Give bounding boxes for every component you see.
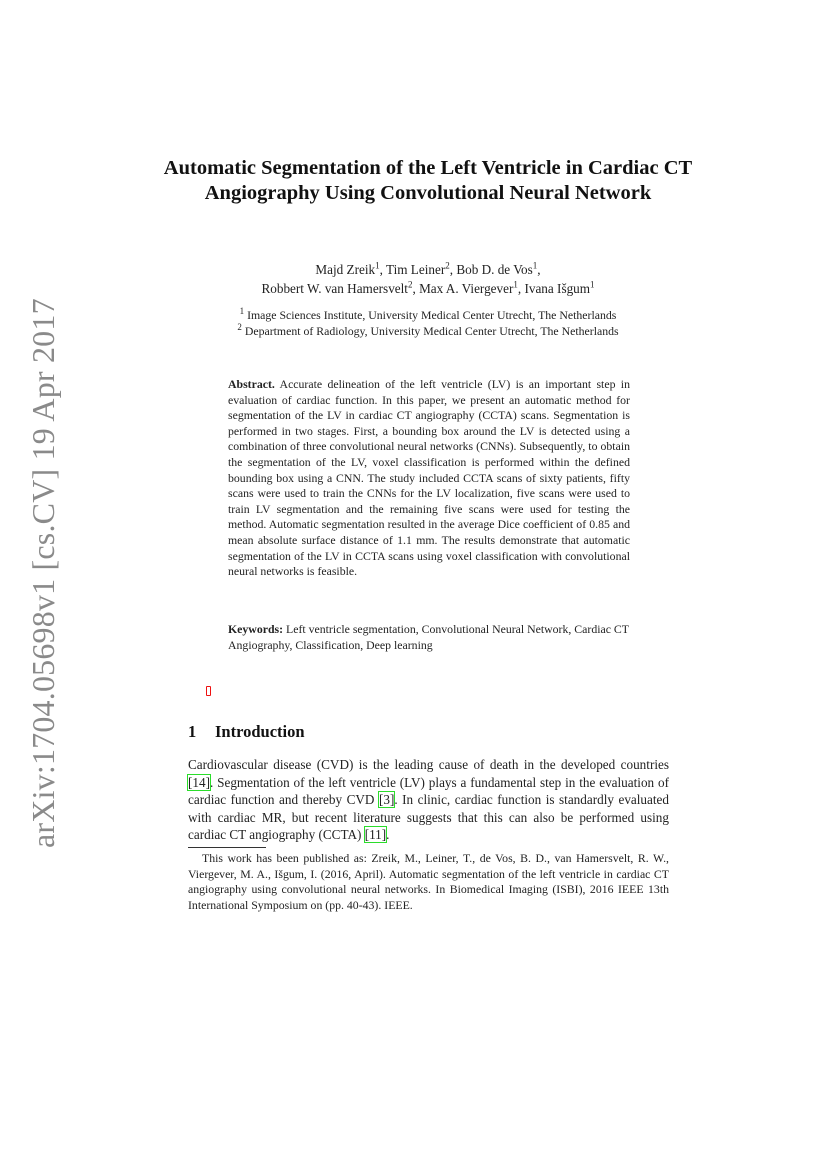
intro-paragraph [188,756,669,844]
intro-text: . [386,827,390,843]
intro-text: . In clinic, cardiac function is standardly evaluated with cardiac MR, but recent literature suggests that this can also be performed using cardiac CT angiography (CCTA) [188,792,669,843]
author-affil-mark: 1 [532,260,538,271]
paper-title: Automatic Segmentation of the Left Ventricle in Cardiac CT Angiography Using Convolutional Neural Network [163,157,693,204]
author-list [150,260,706,298]
affiliation-number: 2 [237,322,242,333]
author-separator: , [449,262,457,277]
citation-link[interactable]: [14] [188,774,210,790]
abstract [228,377,630,580]
author-affil-mark: 1 [590,279,595,290]
affiliation-number: 1 [239,306,245,317]
author-affil-mark: 1 [513,279,518,290]
footnote-rule [188,847,266,848]
section-heading [188,722,305,742]
keywords-text: Left ventricle segmentation, Convolutional Neural Network, Cardiac CT Angiography, Classification, Deep learning [228,622,629,652]
author-affil-mark: 1 [375,260,380,271]
abstract-label: Abstract. [228,377,275,391]
author-line-2 [150,279,706,298]
keywords-label: Keywords: [228,622,284,636]
author-name: Max A. Viergever [419,281,514,296]
author-separator: , [412,281,420,296]
author-affil-mark: 2 [407,279,413,290]
author-name: Majd Zreik [315,262,376,277]
footnote: This work has been published as: Zreik, M., Leiner, T., de Vos, B. D., van Hamersvelt, R. W., Viergever, M. A., Išgum, I. (2016, April). Automatic segmentation of the left ventricle in cardiac CT angiography using convolutional neural networks. In Biomedical Imaging (ISBI), 2016 IEEE 13th International Symposium on (pp. 40-43). IEEE. [188,851,669,912]
section-title: Introduction [215,722,305,741]
abstract-text: Accurate delineation of the left ventricle (LV) is an important step in evaluation of cardiac function. In this paper, we present an automatic method for segmentation of the LV in cardiac CT angiography (CCTA) scans. Segmentation is performed in two stages. First, a bounding box around the LV is detected using a combination of three convolutional neural networks (CNNs). Subsequently, to obtain the segmentation of the LV, voxel classification is performed within the defined bounding box using a CNN. The study included CCTA scans of sixty patients, fifty scans were used to train the CNNs for the LV localization, five scans were used to train LV segmentation and the remaining five scans were used for testing the method. Automatic segmentation resulted in the average Dice coefficient of 0.85 and mean absolute surface distance of 1.1 mm. The results demonstrate that automatic segmentation of the LV in CCTA scans using voxel classification with convolutional neural networks is feasible. [228,377,630,579]
author-name: Tim Leiner [385,262,446,277]
intro-text: . Segmentation of the left ventricle (LV) plays a fundamental step in the evaluation of cardiac function and thereby CVD [188,774,669,808]
author-separator: , [517,281,525,296]
affiliations [150,307,706,339]
affiliation-text: Image Sciences Institute, University Medical Center Utrecht, The Netherlands [247,308,617,322]
affiliation [150,323,706,339]
author-separator: , [379,262,386,277]
author-separator: , [537,262,541,277]
annotation-marker[interactable] [206,686,211,696]
author-name: Ivana Išgum [524,281,591,296]
arxiv-side-stamp: arXiv:1704.05698v1 [cs.CV] 19 Apr 2017 [25,298,61,848]
author-affil-mark: 2 [445,260,450,271]
author-name: Bob D. de Vos [456,262,533,277]
keywords [228,622,630,653]
citation-link[interactable]: [3] [378,792,395,808]
affiliation [150,307,706,323]
citation-link[interactable]: [11] [364,827,387,843]
author-name: Robbert W. van Hamersvelt [261,281,408,296]
intro-text: Cardiovascular disease (CVD) is the leading cause of death in the developed countries [188,757,669,772]
author-line-1 [150,260,706,279]
section-number: 1 [188,722,197,741]
affiliation-text: Department of Radiology, University Medical Center Utrecht, The Netherlands [244,324,619,338]
